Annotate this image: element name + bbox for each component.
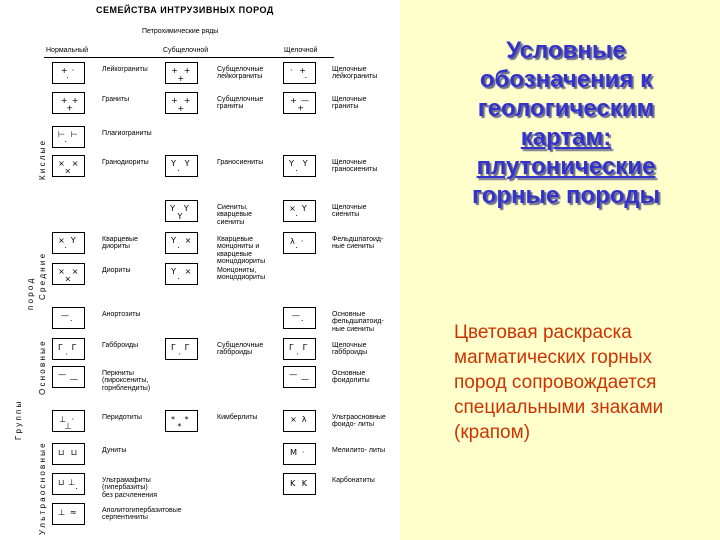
svg-text:—: — [300,95,310,105]
svg-text:+: + [177,103,185,113]
svg-text:·: · [296,349,299,359]
svg-text:⊢: ⊢ [70,129,78,139]
svg-text:Y: Y [177,211,183,221]
symbol-box [165,62,198,84]
svg-text:·: · [300,315,304,326]
svg-text:·: · [295,210,299,221]
title-line-3: геологическим [477,95,655,122]
rock-label: Щелочные лейкограниты [332,66,378,81]
svg-text:+: + [171,65,178,75]
symbol-box [52,263,85,285]
svg-text:⊔: ⊔ [58,476,65,487]
svg-text:·: · [75,483,78,494]
rock-label: Субщелочные граниты [217,96,264,111]
svg-text:+: + [71,95,79,105]
scan-heading: СЕМЕЙСТВА ИНТРУЗИВНЫХ ПОРОД [96,5,274,15]
symbol-box [283,155,316,177]
svg-text:×: × [58,266,65,276]
svg-text:Y: Y [171,266,177,276]
svg-text:≈: ≈ [69,506,77,517]
svg-text:Γ: Γ [171,341,176,352]
svg-text:·: · [301,446,305,457]
rock-label: Ультраосновные фоидо- литы [332,414,386,429]
svg-text:Γ: Γ [289,341,294,352]
svg-text:—: — [69,373,79,384]
column-alkaline: Щелочной [284,47,318,54]
svg-text:⊥: ⊥ [58,506,66,517]
svg-text:K: K [301,477,308,488]
svg-text:λ: λ [301,413,307,424]
symbol-box [283,410,316,432]
svg-text:⊔: ⊔ [58,446,65,457]
svg-text:×: × [184,266,192,276]
title-line-2: обозначения к [479,66,653,93]
rock-label: Щелочные сиениты [332,204,367,219]
rock-label: Дуниты [102,447,127,454]
svg-text:Y: Y [302,158,308,168]
symbol-box [283,307,316,329]
svg-text:Y: Y [70,235,76,245]
svg-text:·: · [69,315,73,326]
rock-label: Гранодиориты [102,159,149,166]
svg-text:×: × [71,158,79,168]
title-line-6: горные породы [472,182,660,209]
svg-text:×: × [58,158,65,168]
svg-text:·: · [66,72,69,83]
rock-label: Диориты [102,267,131,274]
svg-text:Y: Y [171,235,177,245]
svg-text:—: — [60,310,69,320]
side-label-acid: К и с л ы е [38,140,47,180]
symbol-box [52,92,85,114]
symbol-box [165,200,198,222]
svg-text:K: K [289,477,296,488]
column-subalkaline: Субщелочной [163,47,209,54]
svg-text:·: · [295,242,299,253]
rock-label: Аполитогипербазитовые серпентиниты [102,507,182,522]
svg-text:⊢: ⊢ [58,129,66,139]
symbol-box [52,232,85,254]
rock-label: Субщелочные габброиды [217,342,264,357]
svg-text:·: · [64,242,68,253]
svg-text:—: — [300,373,310,384]
symbol-box [165,232,198,254]
symbol-box [52,307,85,329]
rock-label: Щелочные граниты [332,96,367,111]
svg-text:Γ: Γ [302,341,308,352]
symbol-box [165,338,198,360]
svg-text:·: · [300,235,304,246]
svg-text:+: + [183,65,191,75]
side-label-basic: О с н о в н ы е [38,341,47,395]
rock-label: Габброиды [102,342,139,349]
slide-description: Цветовая раскраска магматических горных пород сопровождается специальными знаками (крапом) [454,322,664,443]
svg-text:Y: Y [183,203,189,213]
svg-text:·: · [71,413,75,424]
symbol-box [52,443,85,465]
svg-text:λ: λ [289,235,295,246]
rock-label: Основные фоидолиты [332,370,370,385]
symbol-box [283,443,316,465]
svg-text:+: + [297,102,305,113]
svg-text:⊥: ⊥ [58,413,67,424]
svg-text:*: * [184,413,189,424]
rock-label: Мелилито- литы [332,447,386,454]
svg-text:+: + [171,95,178,105]
symbol-box [52,366,85,388]
svg-text:⊔: ⊔ [70,446,78,457]
svg-text:+: + [60,65,68,75]
symbol-box [52,62,85,84]
rock-label: Щелочные габброиды [332,342,368,357]
rock-label: Кварцевые монцониты и кварцевые монцодиориты [217,236,266,266]
symbol-box [52,126,85,148]
svg-text:⊥: ⊥ [68,476,76,487]
rock-label: Ультрамафиты (гипербазиты) без расчленения [102,477,157,499]
svg-text:Y: Y [171,158,177,168]
rock-label: Кварцевые диориты [102,236,138,251]
svg-text:×: × [184,235,192,245]
svg-text:·: · [177,273,181,284]
svg-text:⊥: ⊥ [64,420,72,431]
title-line-5: плутонические [476,153,656,180]
svg-text:Γ: Γ [58,341,63,352]
rock-label: Основные фельдшпатоид- ные сиениты [332,311,384,333]
svg-text:Y: Y [184,158,190,168]
rock-label: Анортозиты [102,311,141,318]
symbol-box [283,338,316,360]
svg-text:×: × [64,165,72,176]
svg-text:·: · [177,242,181,253]
slide-title [420,36,712,210]
rock-label: Сиениты, кварцевые сиениты [217,204,252,226]
svg-text:Y: Y [301,203,307,213]
symbol-box [283,92,316,114]
side-label-rocks: п о р о д [26,278,35,310]
rock-label: Карбонатиты [332,477,375,484]
rock-label: Плагиограниты [102,130,152,137]
svg-text:Γ: Γ [71,341,77,352]
rock-label: Монцониты, монцодиориты [217,267,266,282]
svg-text:+: + [299,65,306,75]
svg-text:M: M [289,446,298,457]
header-rule [44,57,334,58]
symbol-box [52,503,85,525]
side-label-groups: Г р у п п ы [14,401,23,440]
column-normal: Нормальный [46,47,89,54]
svg-text:*: * [177,421,182,431]
rock-label: Перидотиты [102,414,142,421]
rock-label: Граниты [102,96,130,103]
rock-label: Граносиениты [217,159,264,166]
rock-label: Лейкограниты [102,66,148,73]
symbol-box [283,232,316,254]
svg-text:·: · [295,165,299,176]
svg-text:+: + [60,95,68,105]
scan-subheading: Петрохимические ряды [142,28,219,35]
rock-label: Кимберлиты [217,414,258,421]
symbol-box [283,366,316,388]
symbol-box [52,155,85,177]
symbol-box [283,200,316,222]
symbol-box [165,155,198,177]
svg-text:·: · [71,65,75,75]
svg-text:×: × [289,413,297,424]
svg-text:·: · [178,349,181,359]
svg-text:+: + [289,95,297,105]
svg-text:×: × [64,273,72,284]
svg-text:·: · [304,72,308,83]
symbol-box [165,410,198,432]
rock-label: Щелочные граносиениты [332,159,378,174]
svg-text:×: × [71,266,79,276]
svg-text:×: × [289,203,296,213]
svg-text:+: + [66,102,74,113]
symbol-box [52,473,85,495]
side-label-intermediate: С р е д н и е [38,253,47,300]
svg-text:Γ: Γ [184,341,190,352]
symbol-box [165,263,198,285]
rock-label: Перкниты (пироксениты, горнблендиты) [102,370,151,392]
symbol-box [52,410,85,432]
title-line-4: картам: [520,124,612,151]
svg-text:·: · [65,349,68,359]
symbol-box [283,62,316,84]
svg-text:*: * [171,413,176,424]
rock-label: Фельдшпатоид- ные сиениты [332,236,384,251]
svg-text:·: · [177,165,181,176]
rock-label: Субщелочные лейкограниты [217,66,264,81]
title-line-1: Условные [506,37,626,64]
symbol-box [52,338,85,360]
svg-text:—: — [58,369,67,379]
svg-text:—: — [289,369,298,379]
svg-text:Y: Y [170,203,176,213]
symbol-box [283,473,316,495]
side-label-ultrabasic: У л ь т р а о с н о в н ы е [38,443,47,535]
svg-text:+: + [183,95,191,105]
svg-text:·: · [289,65,293,75]
svg-text:·: · [64,136,68,147]
svg-text:+: + [177,73,185,83]
symbol-box [165,92,198,114]
svg-text:×: × [58,235,65,245]
svg-text:—: — [291,310,300,320]
svg-text:Y: Y [289,158,295,168]
